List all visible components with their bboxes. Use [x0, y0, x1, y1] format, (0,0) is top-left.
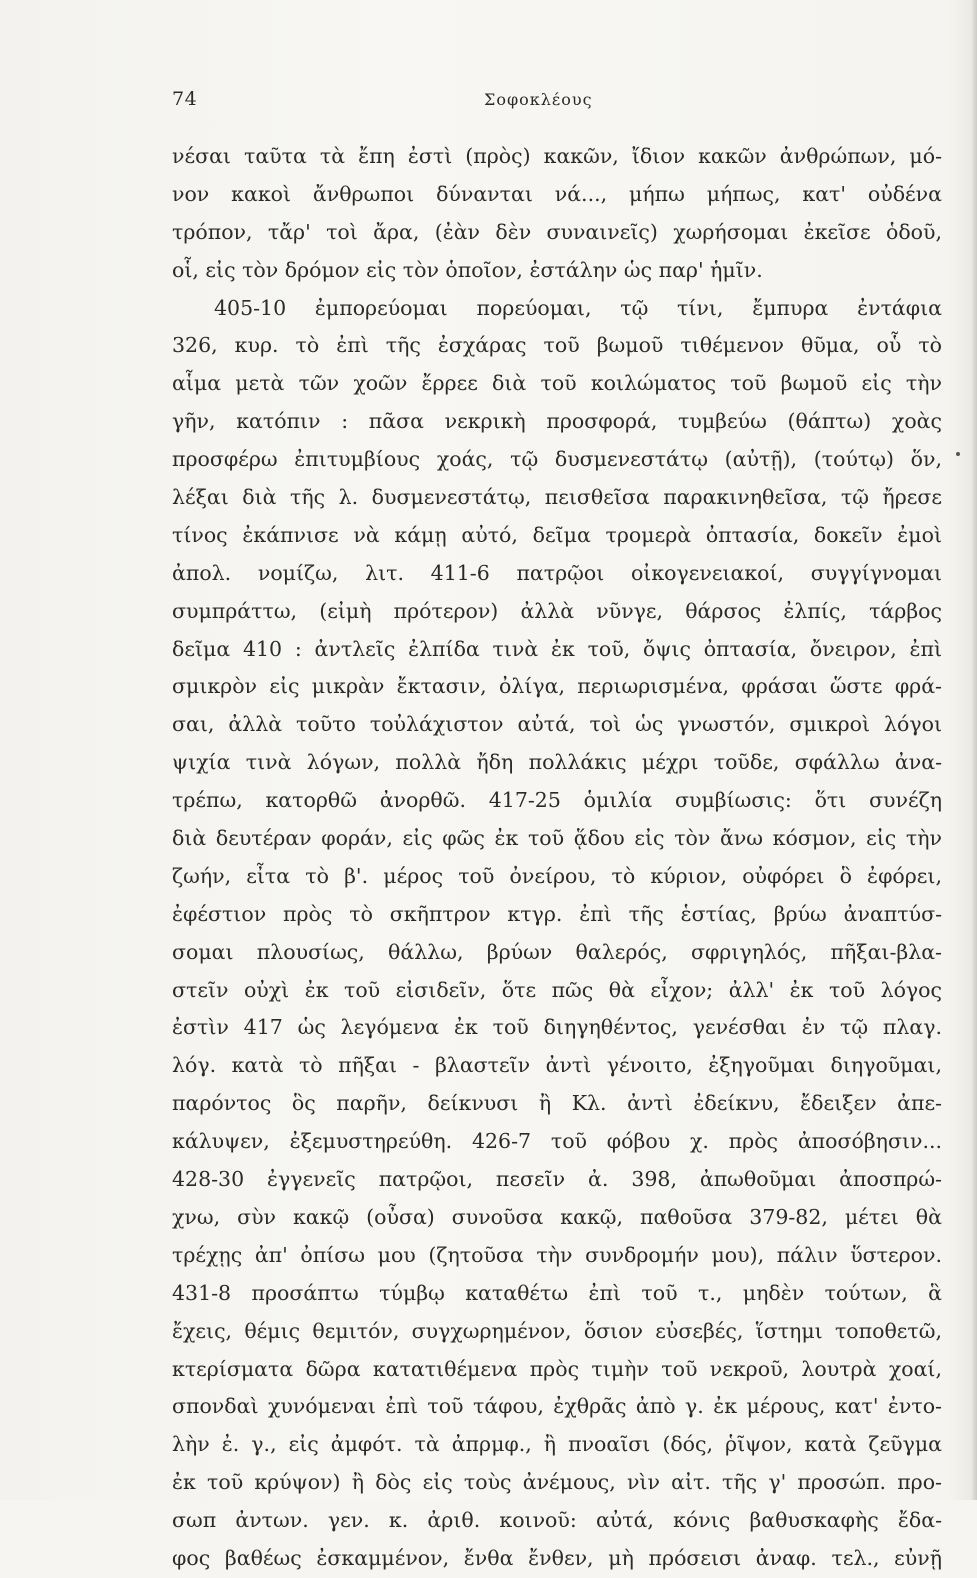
text-line: σπονδαὶ χυνόμεναι ἐπὶ τοῦ τάφου, ἐχθρᾶς ἀπὸ γ. ἐκ μέρους, κατ' ἐντο-: [172, 1394, 942, 1419]
commentary-text: [172, 138, 942, 1578]
text-line: τρέχῃς ἀπ' ὀπίσω μου (ζητοῦσα τὴν συνδρομήν μου), πάλιν ὕστερον.: [172, 1242, 942, 1267]
text-line: κάλυψεν, ἐξεμυστηρεύθη. 426-7 τοῦ φόβου χ. πρὸς ἀποσόβησιν...: [172, 1129, 942, 1154]
text-line: γῆν, κατόπιν : πᾶσα νεκρικὴ προσφορά, τυμβεύω (θάπτω) χοὰς: [172, 409, 942, 434]
text-line: νον κακοὶ ἄνθρωποι δύνανται νά..., μήπω μήπως, κατ' οὐδένα: [172, 181, 942, 206]
text-line: οἷ, εἰς τὸν δρόμον εἰς τὸν ὁποῖον, ἐστάλην ὡς παρ' ἡμῖν.: [172, 257, 763, 282]
page-edge-shadow: [971, 0, 977, 1500]
text-line: νέσαι ταῦτα τὰ ἔπη ἐστὶ (πρὸς) κακῶν, ἴδιον κακῶν ἀνθρώπων, μό-: [172, 144, 942, 168]
text-line: ἔχεις, θέμις θεμιτόν, συγχωρημένον, ὅσιον εὐσεβές, ἵστημι τοποθετῶ,: [172, 1318, 942, 1343]
text-line: 405-10 ἐμπορεύομαι πορεύομαι, τῷ τίνι, ἔμπυρα ἐντάφια: [214, 295, 942, 320]
text-line: ζωήν, εἶτα τὸ β'. μέρος τοῦ ὀνείρου, τὸ κύριον, οὐφόρει ὃ ἐφόρει,: [172, 863, 942, 888]
text-line: 431-8 προσάπτω τύμβῳ καταθέτω ἐπὶ τοῦ τ., μηδὲν τούτων, ἃ: [172, 1280, 942, 1305]
text-line: τρέπω, κατορθῶ ἀνορθῶ. 417-25 ὁμιλία συμβίωσις: ὅτι συνέζη: [172, 788, 942, 813]
text-line: ἀπολ. νομίζω, λιτ. 411-6 πατρῷοι οἰκογενειακοί, συγγίγνομαι: [172, 560, 942, 585]
text-line: ἐστὶν 417 ὡς λεγόμενα ἐκ τοῦ διηγηθέντος, γενέσθαι ἐν τῷ πλαγ.: [172, 1015, 942, 1040]
text-line: τίνος ἐκάπνισε νὰ κάμῃ αὐτό, δεῖμα τρομερὰ ὀπτασία, δοκεῖν ἐμοὶ: [172, 522, 942, 547]
text-line: σαι, ἀλλὰ τοῦτο τοὐλάχιστον αὐτά, τοὶ ὡς γνωστόν, σμικροὶ λόγοι: [172, 712, 942, 737]
margin-mark: [956, 452, 960, 456]
text-line: λόγ. κατὰ τὸ πῆξαι - βλαστεῖν ἀντὶ γένοιτο, ἐξηγοῦμαι διηγοῦμαι,: [172, 1053, 942, 1078]
text-line: παρόντος ὃς παρῆν, δείκνυσι ἢ Κλ. ἀντὶ ἐδείκνυ, ἔδειξεν ἀπε-: [172, 1091, 942, 1116]
text-line: φος βαθέως ἐσκαμμένον, ἔνθα ἔνθεν, μὴ πρόσεισι ἀναφ. τελ., εὐνῇ: [172, 1545, 942, 1570]
text-line: δεῖμα 410 : ἀντλεῖς ἐλπίδα τινὰ ἐκ τοῦ, ὄψις ὀπτασία, ὄνειρον, ἐπὶ: [172, 636, 942, 661]
page-number: 74: [172, 88, 198, 110]
text-line: 428-30 ἐγγενεῖς πατρῷοι, πεσεῖν ἀ. 398, ἀπωθοῦμαι ἀποσπρώ-: [172, 1167, 942, 1192]
text-line: κτερίσματα δῶρα κατατιθέμενα πρὸς τιμὴν τοῦ νεκροῦ, λουτρὰ χοαί,: [172, 1356, 942, 1381]
text-line: 326, κυρ. τὸ ἐπὶ τῆς ἐσχάρας τοῦ βωμοῦ τιθέμενον θῦμα, οὗ τὸ: [172, 333, 942, 358]
text-line: στεῖν οὐχὶ ἐκ τοῦ εἰσιδεῖν, ὅτε πῶς θὰ εἶχον; ἀλλ' ἐκ τοῦ λόγος: [172, 977, 942, 1002]
text-line: λέξαι διὰ τῆς λ. δυσμενεστάτῳ, πεισθεῖσα παρακινηθεῖσα, τῷ ἤρεσε: [172, 485, 942, 510]
text-line: συμπράττω, (εἰμὴ πρότερον) ἀλλὰ νῦνγε, θάρσος ἐλπίς, τάρβος: [172, 598, 942, 623]
text-line: ψιχία τινὰ λόγων, πολλὰ ἤδη πολλάκις μέχρι τοῦδε, σφάλλω ἀνα-: [172, 750, 942, 775]
running-head: [172, 88, 812, 118]
text-line: ἐκ τοῦ κρύψον) ἢ δὸς εἰς τοὺς ἀνέμους, νὶν αἰτ. τῆς γ' προσώπ. προ-: [172, 1470, 942, 1495]
text-line: σμικρὸν εἰς μικρὰν ἔκτασιν, ὀλίγα, περιωρισμένα, φράσαι ὥστε φρά-: [172, 674, 942, 699]
text-line: σωπ ἀντων. γεν. κ. ἀριθ. κοινοῦ: αὐτά, κόνις βαθυσκαφὴς ἔδα-: [172, 1508, 942, 1533]
text-line: διὰ δευτέραν φοράν, εἰς φῶς ἐκ τοῦ ᾅδου εἰς τὸν ἄνω κόσμον, εἰς τὴν: [172, 826, 942, 851]
text-line: ἐφέστιον πρὸς τὸ σκῆπτρον κτγρ. ἐπὶ τῆς ἑστίας, βρύω ἀναπτύσ-: [172, 901, 942, 926]
text-line: προσφέρω ἐπιτυμβίους χοάς, τῷ δυσμενεστάτῳ (αὐτῇ), (τούτῳ) ὅν,: [172, 447, 942, 472]
text-line: χνω, σὺν κακῷ (οὖσα) συνοῦσα κακῷ, παθοῦσα 379-82, μέτει θὰ: [172, 1204, 942, 1229]
text-line: σομαι πλουσίως, θάλλω, βρύων θαλερός, σφριγηλός, πῆξαι-βλα-: [172, 939, 942, 964]
text-line: λὴν ἐ. γ., εἰς ἀμφότ. τὰ ἀπρμφ., ἢ πνοαῖσι (δός, ῥῖψον, κατὰ ζεῦγμα: [172, 1432, 942, 1457]
text-line: τρόπον, τἄρ' τοὶ ἄρα, (ἐὰν δὲν συναινεῖς) χωρήσομαι ἐκεῖσε ὁδοῦ,: [172, 219, 942, 244]
running-title: Σοφοκλέους: [484, 90, 593, 109]
text-line: αἷμα μετὰ τῶν χοῶν ἔρρεε διὰ τοῦ κοιλώματος τοῦ βωμοῦ εἰς τὴν: [172, 371, 942, 396]
